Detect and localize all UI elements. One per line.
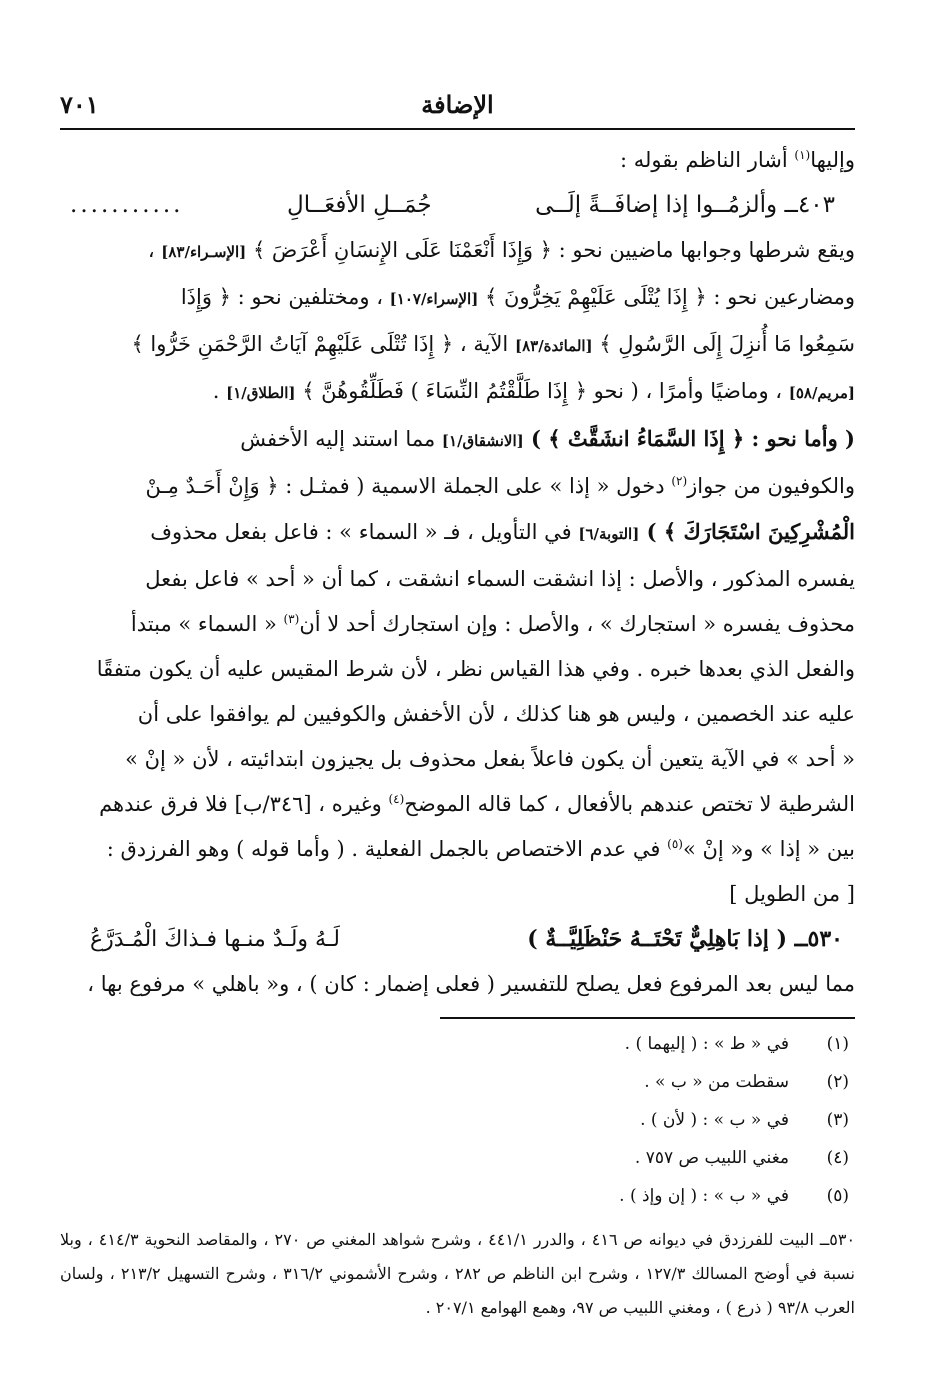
verse-second-hemistich: جُمَــلِ الأفعَــالِ (287, 192, 432, 218)
footnote-marker: (٥) (667, 837, 683, 851)
text-line: [مريم/٥٨] ، وماضيًا وأمرًا ، ( نحو ﴿ إِذَا طَلَّقْتُمُ النِّسَاءَ ) فَطَلِّقُوهُنَّ ﴾ [الطلاق/١] . (212, 379, 855, 403)
quran-reference: [الطلاق/١] (226, 384, 296, 402)
footnote-item: (١)في « ط » : ( إليهما ) . (624, 1034, 849, 1054)
text-line: سَمِعُوا مَا أُنزِلَ إِلَى الرَّسُولِ ﴾ [المائدة/٨٣] الآية ، ﴿ إِذَا تُتْلَى عَلَيْهِمْ آيَاتُ الرَّحْمَنِ خَرُّوا ﴾ (131, 332, 855, 356)
book-page (60, 88, 855, 1325)
text-line: ويقع شرطها وجوابها ماضيين نحو : ﴿ وَإِذَا أَنْعَمْنَا عَلَى الإِنسَانِ أَعْرَضَ ﴾ [الإسـراء/٨٣] ، (147, 238, 855, 262)
text-line: والفعل الذي بعدها خبره . وفي هذا القياس نظر ، لأن شرط المقيس عليه أن يكون متفقًا (96, 657, 855, 681)
footnote-marker: (٢) (671, 474, 688, 488)
text-line: وإليها$^{(١)}$ أشار الناظم بقوله : (619, 148, 855, 172)
footnote-item: (٥)في « ب » : ( إن وإذ ) . (619, 1186, 849, 1206)
footnotes (60, 1025, 855, 1215)
verse-second-hemistich: لَـهُ ولَـدٌ منـها فـذاكَ الْمُـدَرَّعُ (90, 927, 340, 952)
text-line: عليه عند الخصمين ، وليس هو هنا كذلك ، لأن الأخفش والكوفيين لم يوافقوا على أن (137, 702, 855, 726)
quran-reference: [الإسـراء/٨٣] (161, 243, 247, 261)
quran-reference: [الانشقاق/١] (441, 432, 524, 450)
chapter-title: الإضافة (421, 90, 494, 119)
text-line: الْمُشْرِكِينَ اسْتَجَارَكَ ﴾ ) [التوبة/٦] في التأويل ، فـ « السماء » : فاعل بفعل محذوف (150, 519, 855, 544)
verse-source-note: ٥٣٠ــ البيت للفرزدق في ديوانه ص ٤١٦ ، والدرر ٤٤١/١ ، وشرح شواهد المغني ص ٢٧٠ ، والمقاصد النحوية ٤١٤/٣ ، وبلا نسبة في أوضح المسالك ١٢٧/٣ ، وشرح ابن الناظم ص ٢٨٢ ، وشرح الأشموني ٣١٦/٢ ، وشرح التسهيل ٢١٣/٢ ، ولسان العرب ٩٣/٨ ( ذرع ) ، ومغني اللبيب ص ٩٧، وهمع الهوامع ٢٠٧/١ . (60, 1230, 856, 1317)
quran-reference: [مريم/٥٨] (788, 384, 855, 402)
footnote-marker: (٤) (388, 792, 405, 806)
text-line: ومضارعين نحو : ﴿ إِذَا يُتْلَى عَلَيْهِمْ يَخِرُّونَ ﴾ [الإسراء/١٠٧] ، ومختلفين نحو : ﴿ وَإِذَا (180, 285, 855, 309)
footnote-separator (440, 1017, 855, 1019)
footnote-item: (٢)سقطت من « ب » . (644, 1072, 849, 1092)
text-line: محذوف يفسره « استجارك » ، والأصل : وإن استجارك أحد لا أن$^{(٣)}$ « السماء » مبتدأ (130, 612, 855, 636)
text-line: الشرطية لا تختص عندهم بالأفعال ، كما قاله الموضح$^{(٤)}$ وغيره ، [٣٤٦/ب] فلا فرق عندهم (99, 792, 855, 816)
footnote-marker: (٣) (283, 612, 300, 626)
verse-530 (60, 917, 855, 962)
page-header (60, 88, 855, 130)
meter-label: [ من الطويل ] (729, 882, 855, 906)
text-line: بين « إذا » و« إنْ »$^{(٥)}$ في عدم الاختصاص بالجمل الفعلية . ( وأما قوله ) وهو الفرزدق : (106, 837, 855, 861)
quran-reference: [الإسراء/١٠٧] (389, 290, 479, 308)
footnote-item: (٤)مغني اللبيب ص ٧٥٧ . (634, 1148, 849, 1168)
main-text (60, 130, 855, 1007)
verse-first-hemistich: ٤٠٣ــ وألزمُــوا إذا إضافَــةً إلَــى (535, 192, 835, 218)
page-number: ٧٠١ (60, 90, 99, 119)
text-line: ( وأما نحو : ﴿ إِذَا السَّمَاءُ انشَقَّتْ ﴾ ) [الانشقاق/١] مما استند إليه الأخفش (240, 426, 855, 451)
text-line: والكوفيون من جواز$^{(٢)}$ دخول « إذا » على الجملة الاسمية ( فمثـل : ﴿ وَإِنْ أَحَـدٌ مِـنْ (145, 474, 855, 498)
verse-ellipsis: ........... (70, 192, 184, 218)
quran-reference: [المائدة/٨٣] (514, 337, 593, 355)
verse-first-hemistich: ٥٣٠ــ ( إذا بَاهِلِيٌّ تَحْتَــهُ حَنْظَلِيَّــةٌ ) (527, 926, 843, 952)
text-line: « أحد » في الآية يتعين أن يكون فاعلاً بفعل محذوف بل يجيزون ابتدائيته ، لأن « إنْ » (125, 747, 855, 771)
footnote-marker: (١) (794, 148, 811, 162)
verse-403 (60, 183, 855, 228)
footnote-item: (٣)في « ب » : ( لأن ) . (640, 1110, 849, 1130)
text-line: يفسره المذكور ، والأصل : إذا انشقت السماء انشقت ، كما أن « أحد » فاعل بفعل (145, 567, 855, 591)
quran-reference: [التوبة/٦] (578, 525, 640, 543)
text-line: مما ليس بعد المرفوع فعل يصلح للتفسير ( فعلى إضمار : كان ) ، و« باهلي » مرفوع بها ، (87, 972, 855, 996)
